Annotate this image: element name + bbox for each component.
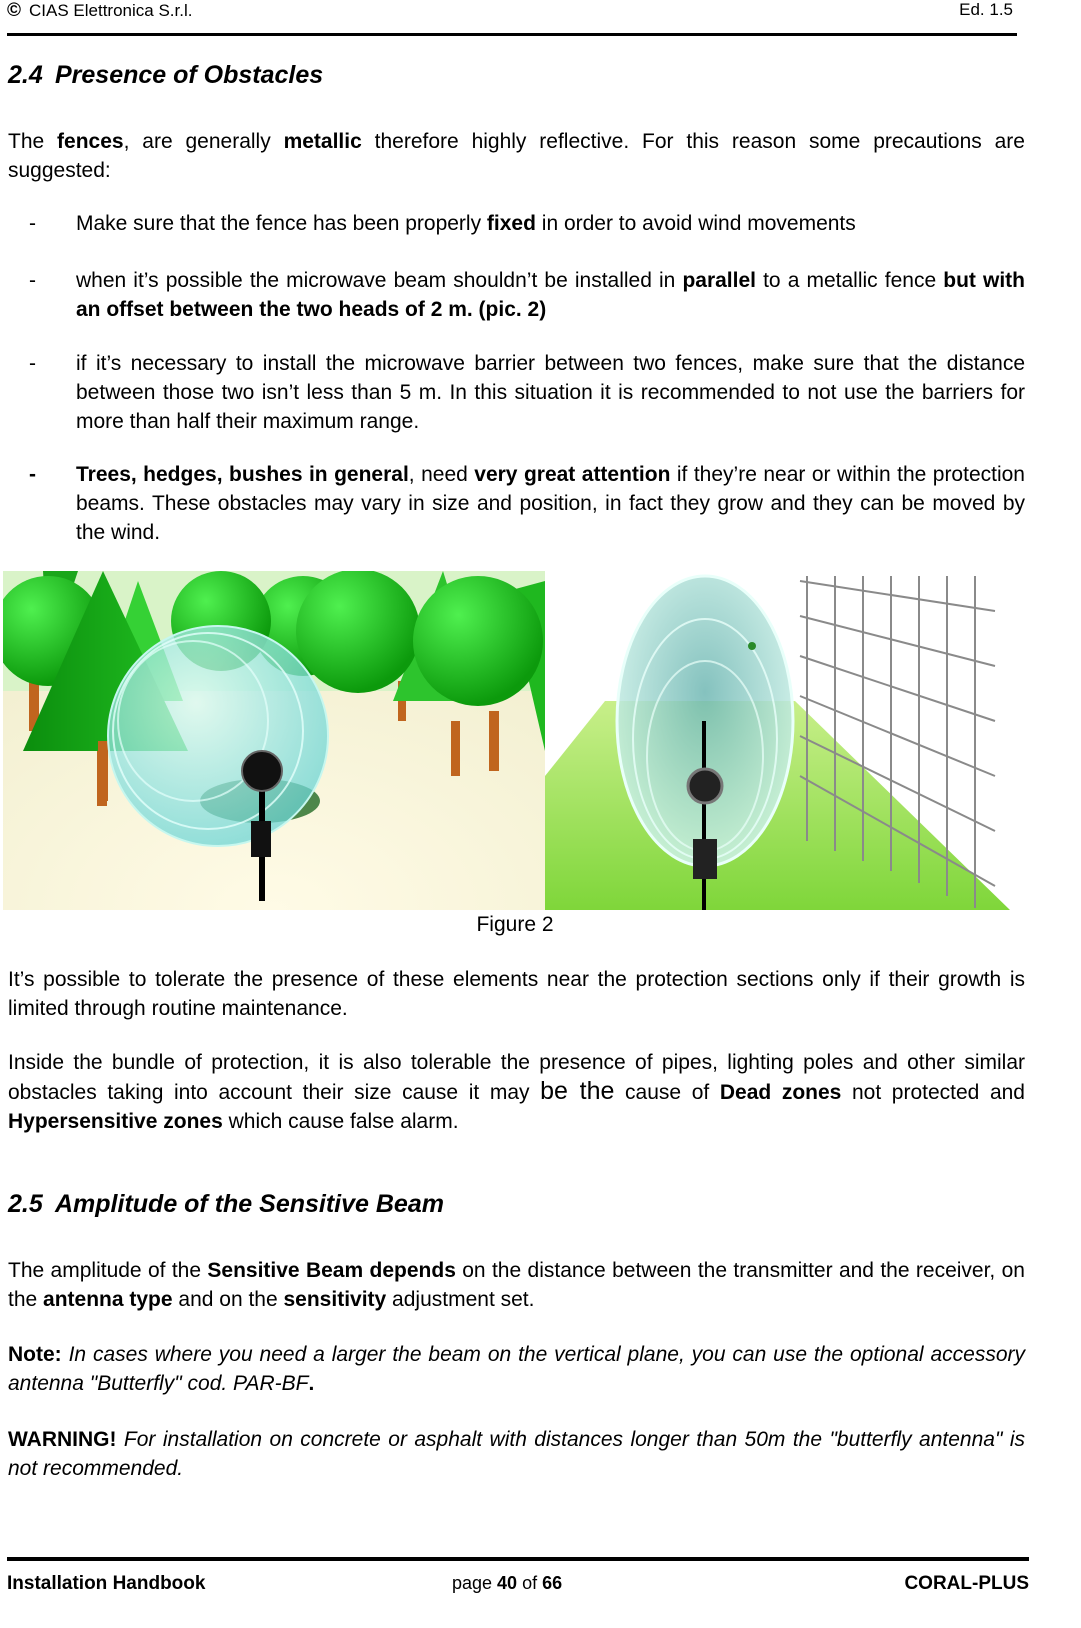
bold-antenna-type: antenna type — [43, 1288, 173, 1311]
bullet-parallel — [29, 266, 1025, 324]
bold-sensitive-beam: Sensitive Beam depends — [207, 1259, 456, 1282]
text: not protected and — [841, 1081, 1025, 1104]
bold-offset: but with an offset between the two heads of 2 m. (pic. 2) — [76, 269, 1026, 321]
header-left — [7, 0, 192, 22]
text: Make sure that the fence has been properly — [76, 212, 487, 235]
section-title: Amplitude of the Sensitive Beam — [55, 1190, 444, 1218]
text: if they’re near or within the protection beams. These obstacles may vary in size and position, in fact they grow and they can be moved by the wind. — [76, 463, 1025, 544]
bold-fixed: fixed — [486, 212, 536, 235]
head-box — [693, 839, 717, 879]
text: , are generally — [123, 130, 284, 153]
bullet-dash: - — [29, 212, 36, 235]
bold-hypersensitive-zones: Hypersensitive zones — [8, 1110, 223, 1133]
section-heading-2-4 — [8, 61, 323, 90]
bullet-dash: - — [29, 352, 36, 375]
copyright-symbol: © — [7, 0, 21, 21]
trunk — [98, 741, 108, 801]
text: therefore highly reflective. For this reason some precautions are suggested: — [8, 130, 1025, 182]
company-name: CIAS Elettronica S.r.l. — [29, 1, 193, 20]
warning-label: WARNING! — [8, 1428, 117, 1451]
bullet-two-fences — [29, 349, 1025, 436]
ball-tree — [413, 576, 543, 706]
antenna-head — [688, 769, 722, 803]
section-title: Presence of Obstacles — [55, 61, 324, 89]
spherical-beam — [108, 626, 328, 846]
bold-dead-zones: Dead zones — [719, 1081, 842, 1104]
section-heading-2-5 — [8, 1190, 444, 1219]
total-pages: 66 — [542, 1573, 563, 1593]
bold-fences: fences — [57, 130, 124, 153]
text: page — [452, 1573, 498, 1593]
bullet-dash: - — [29, 269, 36, 292]
text-large: be the — [540, 1077, 615, 1105]
bold-parallel: parallel — [682, 269, 756, 292]
paragraph-inside-bundle — [8, 1048, 1025, 1136]
note-text: In cases where you need a larger the beam on the vertical plane, you can use the optional accessory antenna "Butterfly" cod. PAR-BF — [8, 1343, 1025, 1395]
text: on the distance between the transmitter and the receiver, on the — [8, 1259, 1025, 1311]
antenna-head — [242, 751, 282, 791]
edition: Ed. 1.5 — [959, 0, 1013, 19]
pole — [702, 721, 706, 910]
text: The amplitude of the — [8, 1259, 208, 1282]
far-head — [748, 642, 756, 650]
text: to a metallic fence — [756, 269, 944, 292]
bullet-fixed — [29, 209, 1025, 238]
paragraph-amplitude — [8, 1256, 1025, 1314]
text: of — [517, 1573, 543, 1593]
page-footer — [7, 1557, 1029, 1594]
ball-tree — [296, 571, 420, 693]
text: when it’s possible the microwave beam shouldn’t be installed in — [76, 269, 683, 292]
figure-trees-image — [3, 571, 545, 910]
footer-product: CORAL-PLUS — [904, 1573, 1029, 1594]
intro-paragraph — [8, 127, 1025, 185]
footer-handbook: Installation Handbook — [7, 1573, 206, 1594]
text: in order to avoid wind movements — [535, 212, 856, 235]
note-paragraph — [8, 1340, 1025, 1398]
current-page: 40 — [497, 1573, 518, 1593]
bullet-dash: - — [29, 463, 36, 486]
figure-caption: Figure 2 — [476, 913, 554, 936]
page-number — [452, 1573, 562, 1594]
text: adjustment set. — [386, 1288, 535, 1311]
bold-metallic: metallic — [283, 130, 362, 153]
bullet-trees — [29, 460, 1025, 547]
warning-text: For installation on concrete or asphalt with distances longer than 50m the "butterfly antenna" is not recommended. — [8, 1428, 1025, 1480]
section-number: 2.4 — [8, 61, 43, 89]
text: Inside the bundle of protection, it is also tolerable the presence of pipes, lighting poles and other similar obstacles taking into account their size cause it may — [8, 1051, 1025, 1104]
text: and on the — [172, 1288, 284, 1311]
bold-trees: Trees, hedges, bushes in general — [76, 463, 409, 486]
bold-sensitivity: sensitivity — [283, 1288, 387, 1311]
bold-attention: very great attention — [474, 463, 671, 486]
page-header — [7, 0, 1017, 36]
warning-paragraph — [8, 1425, 1025, 1483]
paragraph-tolerate: It’s possible to tolerate the presence of these elements near the protection sections only if their growth is limited through routine maintenance. — [8, 968, 1025, 1020]
section-number: 2.5 — [8, 1190, 43, 1218]
head-box — [251, 821, 271, 857]
note-label: Note: — [8, 1343, 62, 1366]
text: cause of — [614, 1081, 720, 1104]
text: which cause false alarm. — [222, 1110, 459, 1133]
text: The — [8, 130, 58, 153]
figure-fence-image — [545, 571, 1010, 910]
text: , need — [408, 463, 475, 486]
text: if it’s necessary to install the microwave barrier between two fences, make sure that the distance between those two isn’t less than 5 m. In this situation it is recommended to not use the barriers for more than half their maximum range. — [76, 352, 1025, 433]
note-end: . — [308, 1372, 315, 1395]
